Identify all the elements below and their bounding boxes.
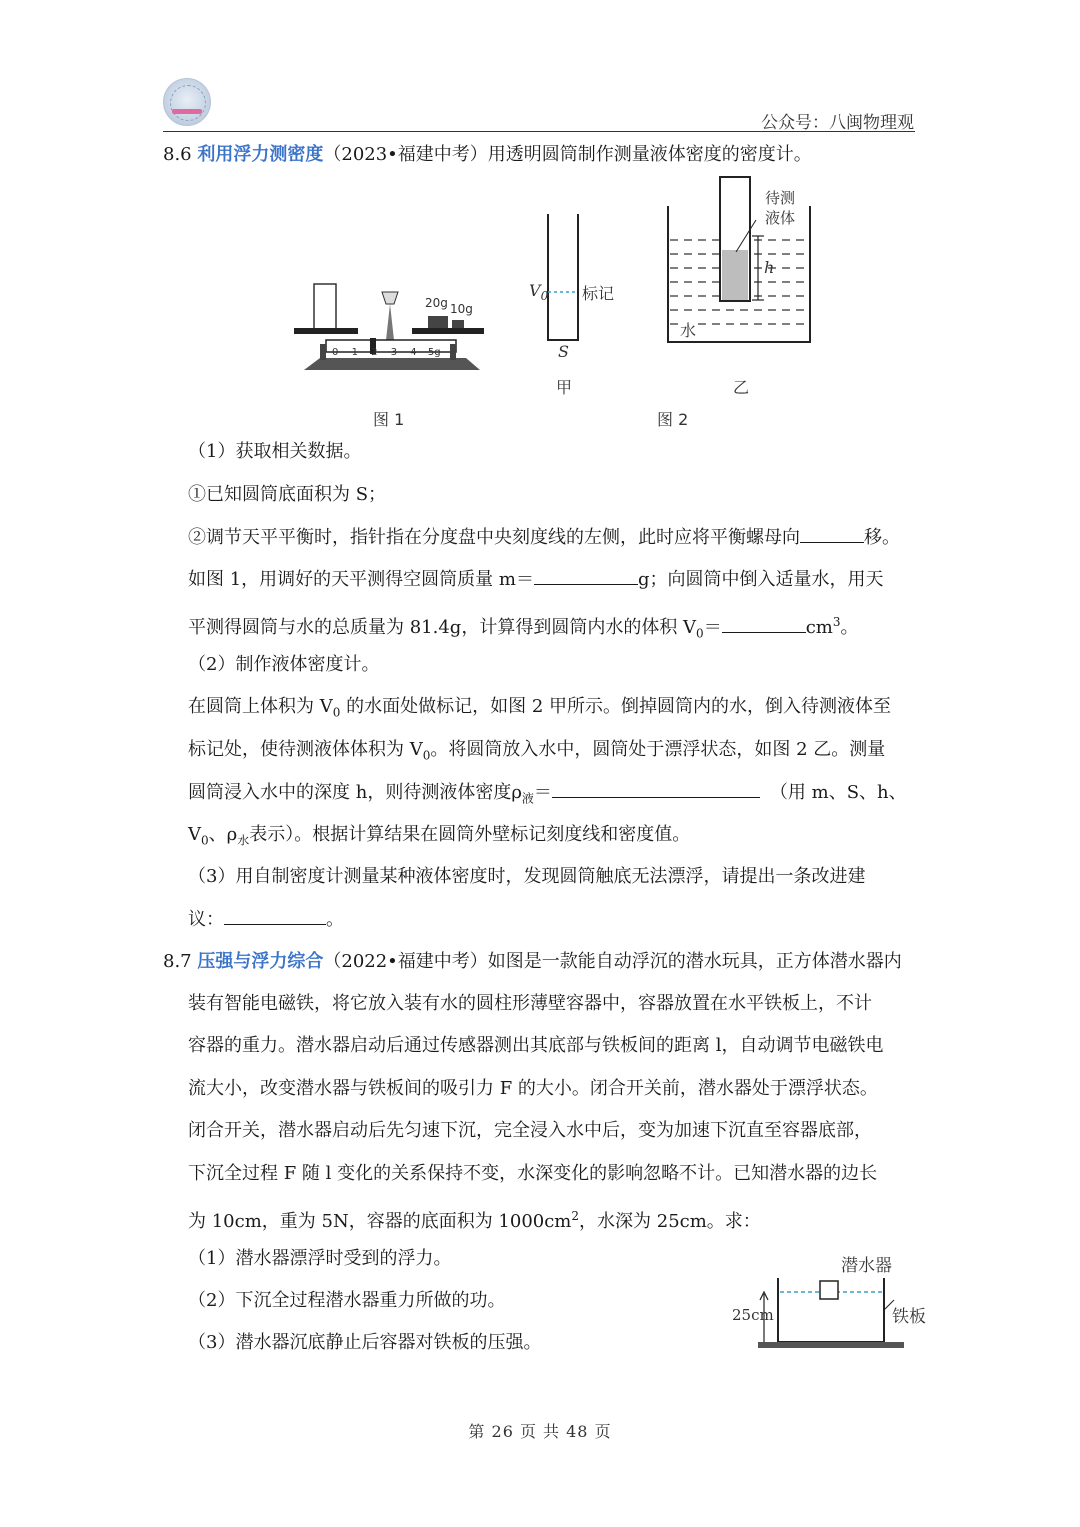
q86-blank-volume[interactable] (722, 614, 806, 633)
logo-seal-bar (172, 109, 202, 114)
q87-sub1: （1）潜水器漂浮时受到的浮力。 (188, 1248, 452, 1269)
fig2-s-label: S (558, 342, 569, 361)
fig1-tick-1: 1 (351, 347, 358, 358)
fig1-weight-20g (428, 316, 448, 328)
header-logo (163, 78, 211, 126)
q87-line6: 下沉全过程 F 随 l 变化的关系保持不变，水深变化的影响忽略不计。已知潜水器的边长 (188, 1163, 878, 1184)
fig1-weight-10g (452, 320, 464, 328)
header-account: 公众号：八闽物理观 (761, 113, 914, 133)
q86-float-line: 标记处，使待测液体体积为 $V_0$。将圆筒放入水中，圆筒处于漂浮状态，如图 2 乙。测量 (188, 739, 886, 763)
logo-seal-ring (170, 85, 206, 121)
fig1-tick-g: g (434, 347, 441, 358)
fig1-dial (382, 292, 398, 304)
fig1-caption: 图 1 (373, 410, 405, 429)
q86-intro: （2023•福建中考）用透明圆筒制作测量液体密度的密度计。 (323, 144, 812, 165)
fig1-tick-5: 5 (427, 347, 435, 358)
q87-container-diagram (756, 1270, 906, 1354)
header-rule (163, 131, 915, 132)
fig2-jia-tube (544, 212, 584, 344)
q87-line5: 闭合开关，潜水器启动后先匀速下沉，完全浸入水中后，变为加速下沉直至容器底部， (188, 1120, 872, 1141)
fig2-v0-label: $V_0$ (529, 281, 549, 304)
fig1-tick-4: 4 (410, 347, 417, 358)
fig2-water-label: 水 (678, 318, 698, 341)
q87-sub3: （3）潜水器沉底静止后容器对铁板的压强。 (188, 1332, 542, 1353)
q86-part1: （1）获取相关数据。 (188, 441, 362, 462)
q87-diver-label: 潜水器 (841, 1256, 892, 1276)
fig1-balance-diagram (290, 280, 490, 400)
q86-blank-direction[interactable] (800, 524, 864, 543)
q86-blank-density[interactable] (552, 779, 760, 798)
q86-suggestion-line: 议： 。 (188, 906, 344, 933)
q87-diver-cube (820, 1281, 838, 1299)
fig1-tick-0: 0 (332, 347, 339, 358)
q87-line7: 为 10cm，重为 5N，容器的底面积为 $1000cm^2$，水深为 25cm。求： (188, 1209, 761, 1232)
q87-sub2: （2）下沉全过程潜水器重力所做的功。 (188, 1290, 506, 1311)
q86-density-line: 圆筒浸入水中的深度 h，则待测液体密度$\rho_液=$ （用 m、S、h、 (188, 779, 907, 812)
fig2-h-label: h (764, 258, 775, 277)
q86-volume-line: 平测得圆筒与水的总质量为 81.4g，计算得到圆筒内水的体积 $V_0= cm^3$。 (188, 615, 859, 641)
q87-heading (163, 949, 902, 975)
fig1-cylinder (314, 284, 336, 330)
fig1-right-nut (450, 344, 456, 360)
fig1-pillar (386, 304, 394, 340)
q86-express-line: $V_0$、$\rho_水$表示）。根据计算结果在圆筒外壁标记刻度线和密度值。 (188, 824, 691, 848)
fig1-weight1-label: 20g (425, 296, 448, 310)
q86-balance-line: ②调节天平平衡时，指针指在分度盘中央刻度线的左侧，此时应将平衡螺母向 移。 (188, 524, 900, 551)
fig1-left-pan (294, 328, 358, 334)
fig2-yi-caption: 乙 (733, 378, 750, 397)
q87-number: 8.7 (163, 951, 192, 972)
fig2-mark-label: 标记 (582, 284, 615, 303)
q87-intro: （2022•福建中考）如图是一款能自动浮沉的潜水玩具，正方体潜水器内 (323, 951, 902, 972)
q87-line3: 容器的重力。潜水器启动后通过传感器测出其底部与铁板间的距离 l，自动调节电磁铁电 (188, 1035, 884, 1056)
fig1-scale-ticks (332, 347, 442, 358)
q86-part2: （2）制作液体密度计。 (188, 654, 380, 675)
q86-blank-suggestion[interactable] (224, 906, 326, 925)
q87-iron-plate (758, 1342, 904, 1348)
page-footer: 第 26 页 共 48 页 (468, 1422, 612, 1441)
q87-title: 压强与浮力综合 (197, 951, 324, 972)
fig2-liquid-label (765, 188, 795, 228)
fig2-liquid-label-line2: 液体 (765, 209, 796, 227)
fig1-weight2-label: 10g (450, 302, 473, 316)
fig2-caption: 图 2 (657, 410, 689, 429)
fig2-liquid-label-line1: 待测 (765, 189, 796, 207)
q86-mass-line: 如图 1，用调好的天平测得空圆筒质量 m＝ g；向圆筒中倒入适量水，用天 (188, 566, 884, 593)
q87-depth-label: 25cm (732, 1306, 774, 1324)
fig1-tick-3: 3 (390, 347, 398, 358)
fig1-right-pan (412, 328, 484, 334)
fig1-tick-2: 2 (371, 347, 378, 358)
fig2-jia-tube-outline (548, 214, 578, 340)
q86-part3: （3）用自制密度计测量某种液体密度时，发现圆筒触底无法漂浮，请提出一条改进建 (188, 866, 866, 887)
q86-blank-mass[interactable] (534, 566, 638, 585)
q87-line2: 装有智能电磁铁，将它放入装有水的圆柱形薄壁容器中，容器放置在水平铁板上，不计 (188, 993, 872, 1014)
fig2-jia-caption: 甲 (556, 378, 573, 397)
fig1-left-nut (320, 344, 326, 360)
fig2-yi-liquid (722, 250, 748, 300)
q86-given-area: ①已知圆筒底面积为 S； (188, 484, 387, 505)
q86-mark-line: 在圆筒上体积为 $V_0$ 的水面处做标记，如图 2 甲所示。倒掉圆筒内的水，倒入待测液体至 (188, 696, 891, 720)
q87-line4: 流大小，改变潜水器与铁板间的吸引力 F 的大小。闭合开关前，潜水器处于漂浮状态。 (188, 1078, 878, 1099)
q86-number: 8.6 (163, 144, 192, 165)
q86-title: 利用浮力测密度 (197, 144, 324, 165)
q86-heading (163, 142, 812, 168)
q87-plate-label: 铁板 (892, 1307, 926, 1327)
